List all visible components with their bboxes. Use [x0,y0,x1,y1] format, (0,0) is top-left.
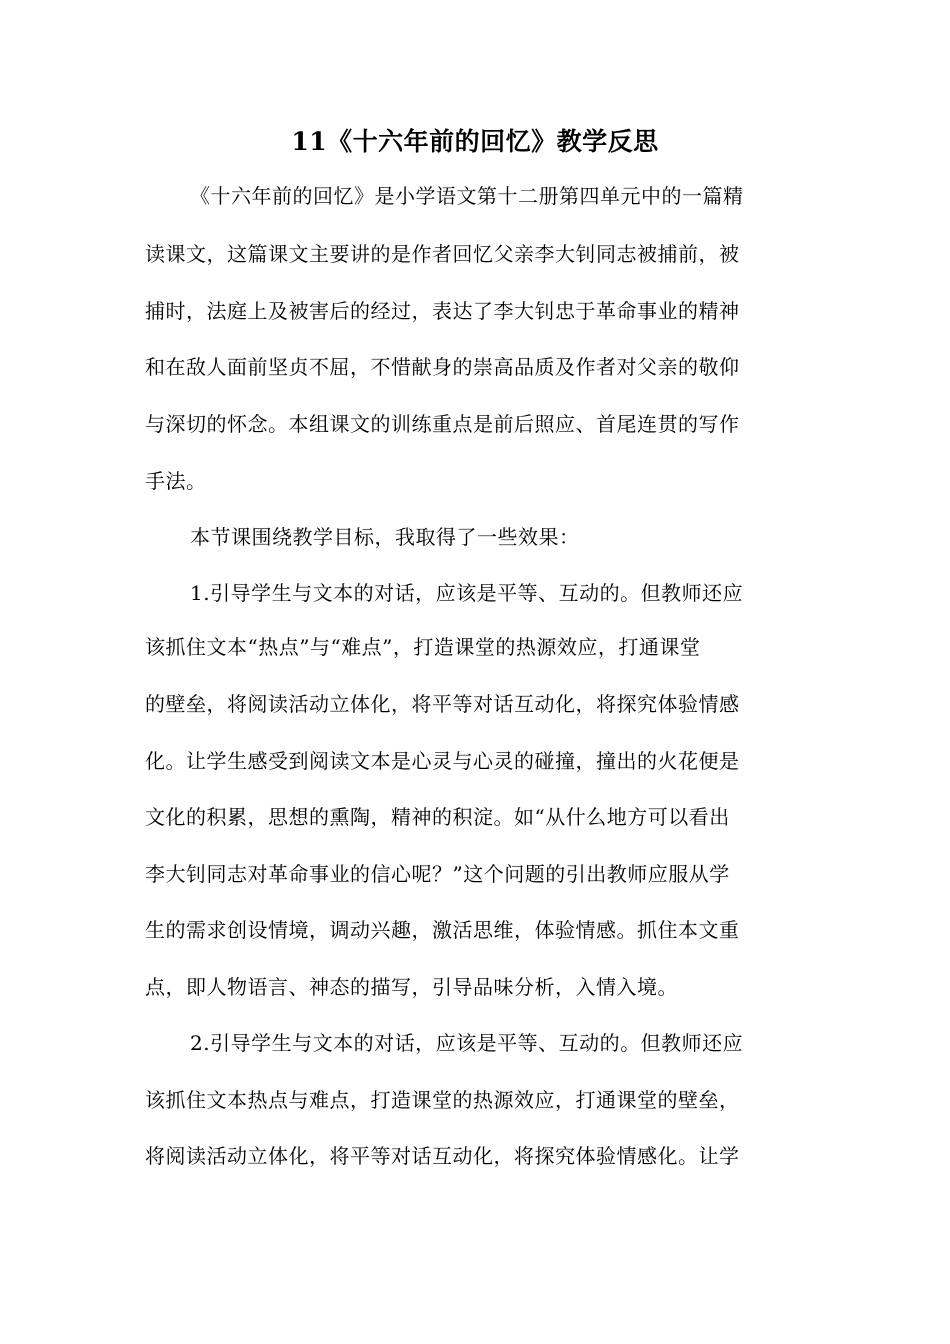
paragraph-line: 将阅读活动立体化，将平等对话互动化，将探究体验情感化。让学 [145,1144,740,1168]
paragraph-line: 文化的积累，思想的熏陶，精神的积淀。如“从什么地方可以看出 [145,805,730,829]
paragraph-line: 2.引导学生与文本的对话，应该是平等、互动的。但教师还应 [190,1031,744,1055]
paragraph-line: 手法。 [145,469,207,493]
paragraph-line: 的壁垒，将阅读活动立体化，将平等对话互动化，将探究体验情感 [145,692,740,716]
paragraph-line: 化。让学生感受到阅读文本是心灵与心灵的碰撞，撞出的火花便是 [145,749,740,773]
document-title: 11《十六年前的回忆》教学反思 [291,127,659,156]
paragraph-line: 本节课围绕教学目标，我取得了一些效果： [190,525,580,549]
paragraph-line: 和在敌人面前坚贞不屈，不惜献身的崇高品质及作者对父亲的敬仰 [145,355,740,379]
paragraph-line: 点，即人物语言、神态的描写，引导品味分析，入情入境。 [145,975,678,999]
paragraph-line: 《十六年前的回忆》是小学语文第十二册第四单元中的一篇精 [190,184,744,208]
paragraph-line: 捕时，法庭上及被害后的经过，表达了李大钊忠于革命事业的精神 [145,299,740,323]
paragraph-line: 该抓住文本热点与难点，打造课堂的热源效应，打通课堂的壁垒， [145,1088,740,1112]
paragraph-line: 读课文，这篇课文主要讲的是作者回忆父亲李大钊同志被捕前，被 [145,242,740,266]
paragraph-line: 该抓住文本“热点”与“难点”，打造课堂的热源效应，打通课堂 [145,635,701,659]
paragraph-line: 李大钊同志对革命事业的信心呢？”这个问题的引出教师应服从学 [145,862,730,886]
paragraph-line: 生的需求创设情境，调动兴趣，激活思维，体验情感。抓住本文重 [145,918,740,942]
paragraph-line: 1.引导学生与文本的对话，应该是平等、互动的。但教师还应 [190,581,744,605]
paragraph-line: 与深切的怀念。本组课文的训练重点是前后照应、首尾连贯的写作 [145,412,740,436]
